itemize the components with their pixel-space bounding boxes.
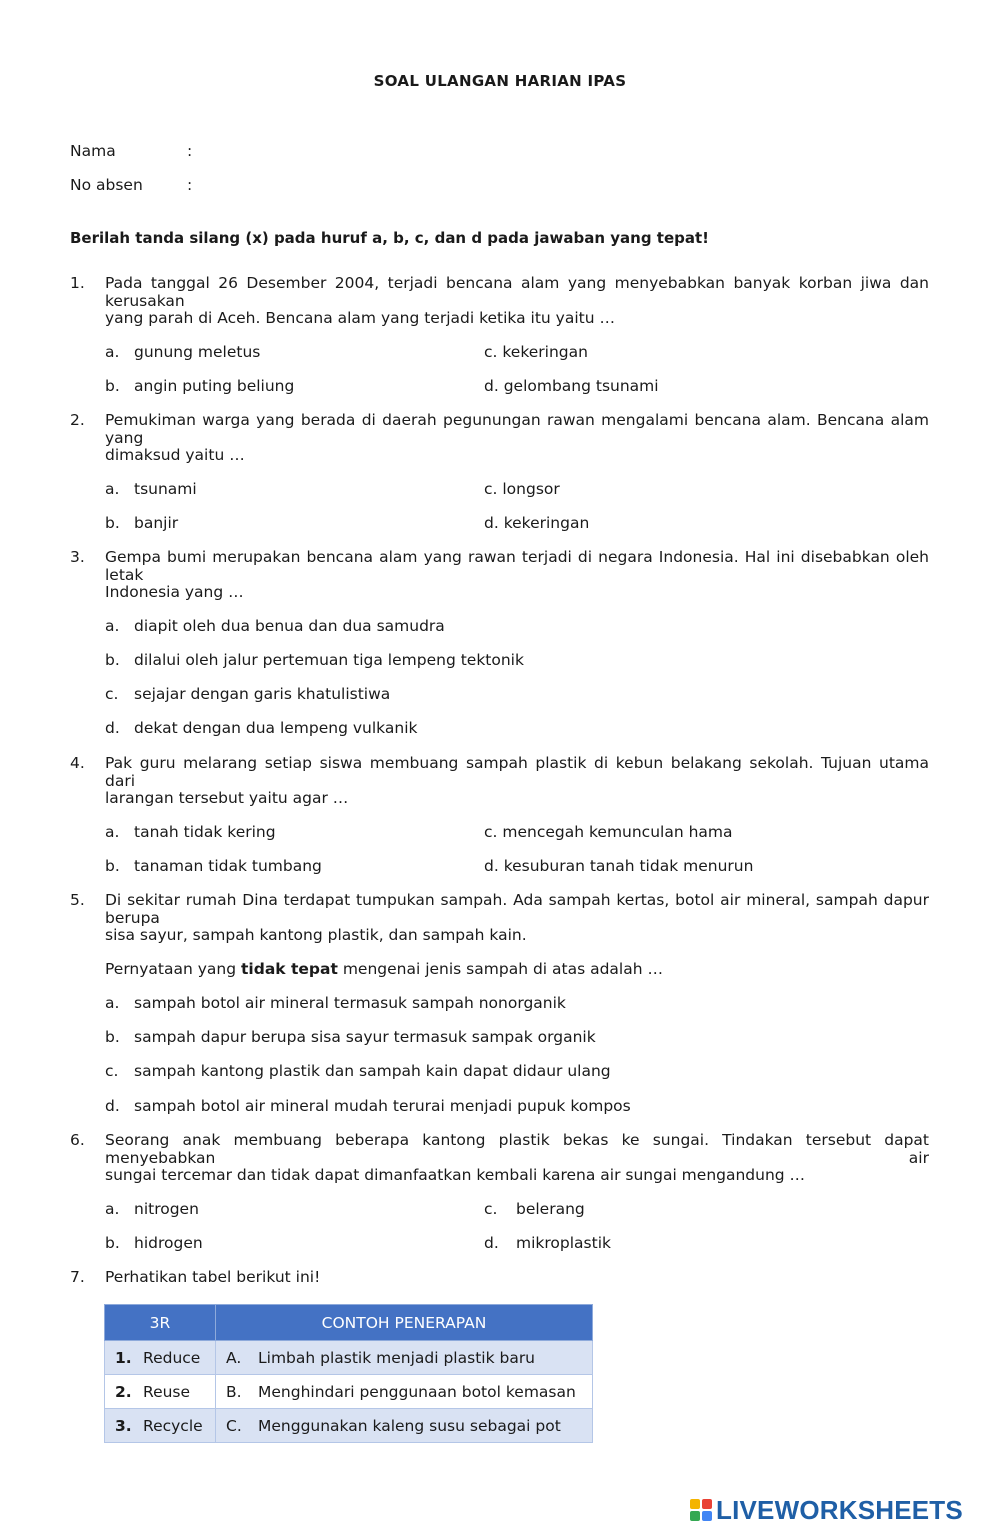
question-number: 1. bbox=[70, 274, 85, 292]
statement-pre: Pernyataan yang bbox=[105, 960, 242, 978]
option-d[interactable]: mikroplastik bbox=[516, 1234, 611, 1252]
option-d[interactable]: d. kesuburan tanah tidak menurun bbox=[484, 857, 754, 875]
question-text: Pak guru melarang setiap siswa membuang sampah plastik di kebun belakang sekolah. Tujuan utama dari bbox=[105, 754, 929, 790]
option-c[interactable]: c. longsor bbox=[484, 480, 560, 498]
logo-text: LIVEWORKSHEETS bbox=[716, 1494, 963, 1525]
row-name: Reduce bbox=[143, 1348, 201, 1367]
question-number: 3. bbox=[70, 548, 85, 566]
question-statement bbox=[105, 960, 663, 978]
option-letter: b. bbox=[105, 651, 120, 669]
option-a[interactable]: tanah tidak kering bbox=[134, 823, 276, 841]
liveworksheets-logo[interactable] bbox=[690, 1494, 963, 1526]
table-cell-example bbox=[216, 1375, 593, 1409]
page-title: SOAL ULANGAN HARIAN IPAS bbox=[373, 72, 627, 90]
table-row bbox=[105, 1409, 593, 1443]
name-colon: : bbox=[187, 142, 193, 160]
logo-square-icon bbox=[702, 1499, 712, 1509]
option-c[interactable]: sejajar dengan garis khatulistiwa bbox=[134, 685, 391, 703]
option-c[interactable]: sampah kantong plastik dan sampah kain dapat didaur ulang bbox=[134, 1062, 611, 1080]
option-a[interactable]: diapit oleh dua benua dan dua samudra bbox=[134, 617, 445, 635]
option-d[interactable]: sampah botol air mineral mudah terurai menjadi pupuk kompos bbox=[134, 1097, 631, 1115]
row-example: Menghindari penggunaan botol kemasan bbox=[258, 1382, 576, 1401]
question-text: Pemukiman warga yang berada di daerah pegunungan rawan mengalami bencana alam. Bencana alam yang bbox=[105, 411, 929, 447]
option-letter: c. bbox=[105, 685, 119, 703]
option-b[interactable]: dilalui oleh jalur pertemuan tiga lempeng tektonik bbox=[134, 651, 524, 669]
row-name: Recycle bbox=[143, 1416, 203, 1435]
option-letter: c. bbox=[484, 1200, 498, 1218]
row-number: 2. bbox=[115, 1382, 132, 1401]
row-letter: B. bbox=[226, 1382, 242, 1401]
option-b[interactable]: sampah dapur berupa sisa sayur termasuk sampak organik bbox=[134, 1028, 596, 1046]
logo-square-icon bbox=[690, 1499, 700, 1509]
option-letter: d. bbox=[105, 719, 120, 737]
name-label: Nama bbox=[70, 142, 116, 160]
option-letter: c. bbox=[105, 1062, 119, 1080]
table-row bbox=[105, 1375, 593, 1409]
option-letter: b. bbox=[105, 1234, 120, 1252]
row-number: 3. bbox=[115, 1416, 132, 1435]
logo-mark-icon bbox=[690, 1499, 712, 1521]
row-number: 1. bbox=[115, 1348, 132, 1367]
option-c[interactable]: belerang bbox=[516, 1200, 585, 1218]
absen-colon: : bbox=[187, 176, 193, 194]
table-row bbox=[105, 1341, 593, 1375]
option-b[interactable]: tanaman tidak tumbang bbox=[134, 857, 322, 875]
question-text: Gempa bumi merupakan bencana alam yang rawan terjadi di negara Indonesia. Hal ini disebabkan oleh letak bbox=[105, 548, 929, 584]
row-name: Reuse bbox=[143, 1382, 191, 1401]
option-letter: a. bbox=[105, 823, 120, 841]
row-example: Menggunakan kaleng susu sebagai pot bbox=[258, 1416, 561, 1435]
question-text: Indonesia yang … bbox=[105, 583, 244, 601]
option-a[interactable]: nitrogen bbox=[134, 1200, 199, 1218]
option-a[interactable]: gunung meletus bbox=[134, 343, 261, 361]
option-letter: b. bbox=[105, 857, 120, 875]
option-b[interactable]: banjir bbox=[134, 514, 179, 532]
option-a[interactable]: sampah botol air mineral termasuk sampah nonorganik bbox=[134, 994, 566, 1012]
row-example: Limbah plastik menjadi plastik baru bbox=[258, 1348, 536, 1367]
option-letter: b. bbox=[105, 1028, 120, 1046]
option-letter: d. bbox=[484, 1234, 499, 1252]
question-number: 6. bbox=[70, 1131, 85, 1149]
statement-emphasis: tidak tepat bbox=[241, 960, 338, 978]
logo-square-icon bbox=[690, 1511, 700, 1521]
option-letter: a. bbox=[105, 617, 120, 635]
question-number: 2. bbox=[70, 411, 85, 429]
table-header-3r: 3R bbox=[105, 1305, 216, 1341]
table-cell-example bbox=[216, 1341, 593, 1375]
3r-table bbox=[104, 1304, 593, 1443]
statement-post: mengenai jenis sampah di atas adalah … bbox=[337, 960, 663, 978]
question-text: sisa sayur, sampah kantong plastik, dan sampah kain. bbox=[105, 926, 527, 944]
logo-square-icon bbox=[702, 1511, 712, 1521]
option-letter: d. bbox=[105, 1097, 120, 1115]
option-letter: b. bbox=[105, 514, 120, 532]
question-number: 5. bbox=[70, 891, 85, 909]
option-letter: a. bbox=[105, 343, 120, 361]
option-d[interactable]: dekat dengan dua lempeng vulkanik bbox=[134, 719, 418, 737]
option-b[interactable]: angin puting beliung bbox=[134, 377, 295, 395]
question-text: Seorang anak membuang beberapa kantong plastik bekas ke sungai. Tindakan tersebut dapat menyebabkan air bbox=[105, 1131, 929, 1167]
option-d[interactable]: d. gelombang tsunami bbox=[484, 377, 659, 395]
table-header-row bbox=[105, 1305, 593, 1341]
option-letter: a. bbox=[105, 480, 120, 498]
question-text: larangan tersebut yaitu agar … bbox=[105, 789, 349, 807]
option-a[interactable]: tsunami bbox=[134, 480, 197, 498]
question-text: dimaksud yaitu … bbox=[105, 446, 245, 464]
question-number: 7. bbox=[70, 1268, 85, 1286]
option-letter: a. bbox=[105, 1200, 120, 1218]
question-text: Perhatikan tabel berikut ini! bbox=[105, 1268, 321, 1286]
instruction: Berilah tanda silang (x) pada huruf a, b, c, dan d pada jawaban yang tepat! bbox=[70, 229, 709, 247]
question-text: sungai tercemar dan tidak dapat dimanfaatkan kembali karena air sungai mengandung … bbox=[105, 1166, 806, 1184]
question-text: Pada tanggal 26 Desember 2004, terjadi bencana alam yang menyebabkan banyak korban jiwa dan kerusakan bbox=[105, 274, 929, 310]
option-letter: a. bbox=[105, 994, 120, 1012]
table-cell-example bbox=[216, 1409, 593, 1443]
row-letter: C. bbox=[226, 1416, 242, 1435]
question-text: yang parah di Aceh. Bencana alam yang terjadi ketika itu yaitu … bbox=[105, 309, 615, 327]
table-cell-3r bbox=[105, 1375, 216, 1409]
option-c[interactable]: c. kekeringan bbox=[484, 343, 588, 361]
absen-label: No absen bbox=[70, 176, 143, 194]
option-b[interactable]: hidrogen bbox=[134, 1234, 203, 1252]
option-c[interactable]: c. mencegah kemunculan hama bbox=[484, 823, 733, 841]
option-letter: b. bbox=[105, 377, 120, 395]
question-text: Di sekitar rumah Dina terdapat tumpukan sampah. Ada sampah kertas, botol air mineral, sampah dapur berupa bbox=[105, 891, 929, 927]
row-letter: A. bbox=[226, 1348, 242, 1367]
table-cell-3r bbox=[105, 1409, 216, 1443]
table-cell-3r bbox=[105, 1341, 216, 1375]
option-d[interactable]: d. kekeringan bbox=[484, 514, 590, 532]
question-number: 4. bbox=[70, 754, 85, 772]
table-header-contoh: CONTOH PENERAPAN bbox=[216, 1305, 593, 1341]
